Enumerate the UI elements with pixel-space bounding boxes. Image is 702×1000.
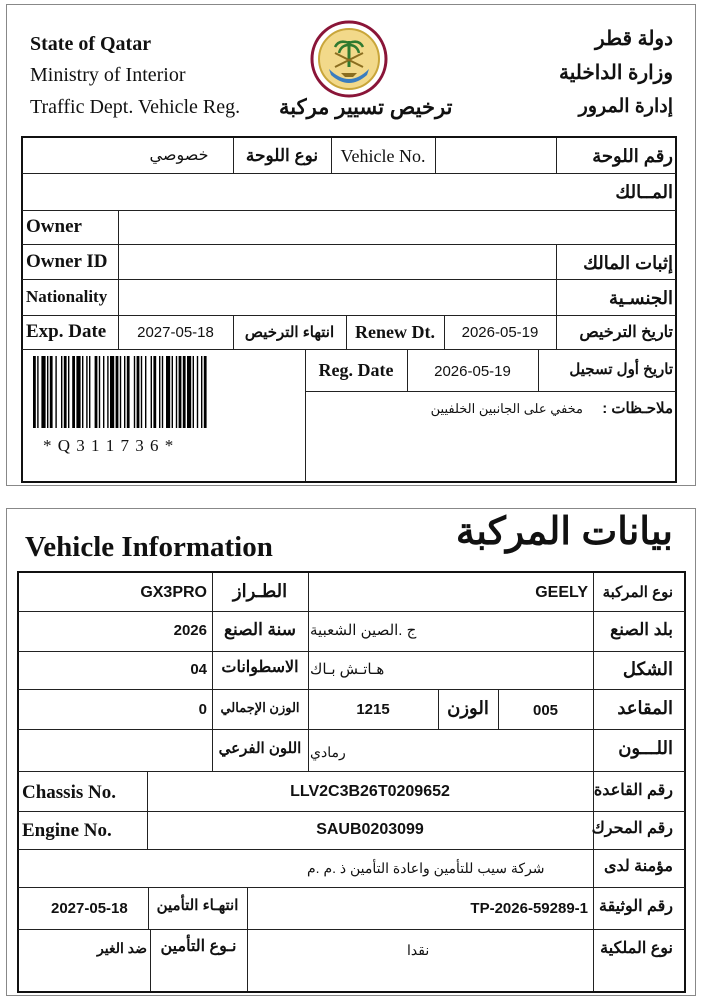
- vehicle-information-card: [6, 508, 696, 996]
- insurer-value: شركة سيب للتأمين واعادة التأمين ذ .م .م: [307, 860, 545, 876]
- chassis-label-en: Chassis No.: [22, 782, 116, 803]
- year-value: 2026: [173, 622, 207, 639]
- owner-label: Owner: [26, 216, 82, 237]
- notes-label: ملاحـظات :: [602, 400, 673, 417]
- nationality-label: Nationality: [26, 287, 108, 306]
- sub-color-label: اللون الفرعي: [218, 740, 302, 757]
- cylinders-label: الاسطوانات: [221, 659, 299, 676]
- insurer-label: مؤمنة لدى: [603, 858, 673, 875]
- country-label: بلد الصنع: [610, 620, 673, 639]
- barcode-text: * Q 3 1 1 7 3 6 *: [43, 436, 175, 455]
- seats-value: 005: [532, 702, 559, 719]
- body-shape-label: الشكل: [622, 659, 673, 679]
- ownership-label: نوع الملكية: [600, 940, 673, 957]
- cylinders-value: 04: [190, 661, 207, 678]
- vehicle-info-title-ar: بيانات المركبة: [455, 511, 673, 553]
- ownership-value: نقدا: [407, 942, 430, 958]
- header-en-line2: Ministry of Interior: [30, 64, 186, 86]
- vehicle-no-label: Vehicle No.: [340, 146, 426, 166]
- model-value: GX3PRO: [140, 584, 207, 601]
- qatar-emblem-icon: [309, 19, 389, 99]
- exp-date-label: Exp. Date: [26, 321, 107, 342]
- renew-date-value: 2026-05-19: [461, 324, 539, 341]
- plate-type-value: خصوصي: [149, 147, 209, 164]
- make-label: نوع المركبة: [602, 584, 673, 601]
- seats-label: المقاعد: [617, 698, 673, 718]
- model-label: الطـراز: [232, 581, 288, 601]
- weight-label: الوزن: [447, 698, 489, 718]
- color-label: اللـــون: [618, 738, 673, 758]
- engine-value: SAUB0203099: [316, 821, 424, 838]
- engine-label-en: Engine No.: [22, 820, 112, 841]
- body-shape-value: هـاتـش بـاك: [310, 661, 385, 678]
- exp-date-label-ar: انتهاء الترخيص: [244, 324, 335, 341]
- weight-value: 1215: [356, 701, 390, 718]
- insurance-expiry-label: انتهـاء التأمين: [156, 897, 239, 914]
- gross-weight-value: 0: [198, 701, 207, 718]
- color-value: رمادي: [310, 744, 346, 760]
- insurance-type-label: نـوع التأمين: [160, 938, 237, 955]
- notes-value: مخفي على الجانبين الخلفيين: [430, 401, 583, 416]
- renew-date-label: Renew Dt.: [355, 322, 435, 342]
- engine-label-ar: رقم المحرك: [591, 820, 673, 837]
- exp-date-value: 2027-05-18: [137, 324, 214, 341]
- policy-value: TP-2026-59289-1: [470, 900, 588, 917]
- renew-date-label-ar: تاريخ الترخيص: [579, 324, 673, 341]
- header-ar-line3: إدارة المرور: [578, 96, 673, 117]
- plate-type-label: نوع اللوحة: [245, 146, 319, 165]
- insurance-type-value: ضد الغير: [97, 940, 147, 956]
- nationality-label-ar: الجنسـية: [609, 288, 673, 308]
- header-en-line3: Traffic Dept. Vehicle Reg.: [30, 96, 241, 118]
- year-label: سنة الصنع: [223, 620, 297, 639]
- country-value: ج .الصين الشعبية: [310, 622, 417, 639]
- owner-id-label: Owner ID: [26, 251, 108, 272]
- header-ar-title: ترخيص تسيير مركبة: [279, 96, 453, 119]
- gross-weight-label: الوزن الإجمالي: [220, 700, 300, 715]
- header-ar-line1: دولة قطر: [595, 28, 673, 50]
- chassis-label-ar: رقم القاعدة: [593, 782, 673, 799]
- plate-no-label: رقم اللوحة: [592, 146, 673, 166]
- reg-date-label: Reg. Date: [318, 360, 394, 380]
- policy-label: رقم الوثيقة: [598, 898, 673, 915]
- vehicle-info-title-en: Vehicle Information: [25, 531, 273, 563]
- chassis-value: LLV2C3B26T0209652: [290, 783, 450, 800]
- owner-label-ar: المــالك: [615, 182, 673, 202]
- reg-date-value: 2026-05-19: [434, 363, 511, 380]
- reg-date-label-ar: تاريخ أول تسجيل: [569, 361, 673, 378]
- registration-table: [21, 136, 677, 483]
- header-en-line1: State of Qatar: [30, 33, 152, 55]
- barcode: [33, 356, 295, 428]
- vehicle-registration-card: [6, 4, 696, 486]
- header-ar-line2: وزارة الداخلية: [558, 62, 673, 84]
- make-value: GEELY: [535, 584, 588, 601]
- insurance-expiry-value: 2027-05-18: [51, 900, 128, 917]
- owner-id-label-ar: إثبات المالك: [583, 253, 673, 273]
